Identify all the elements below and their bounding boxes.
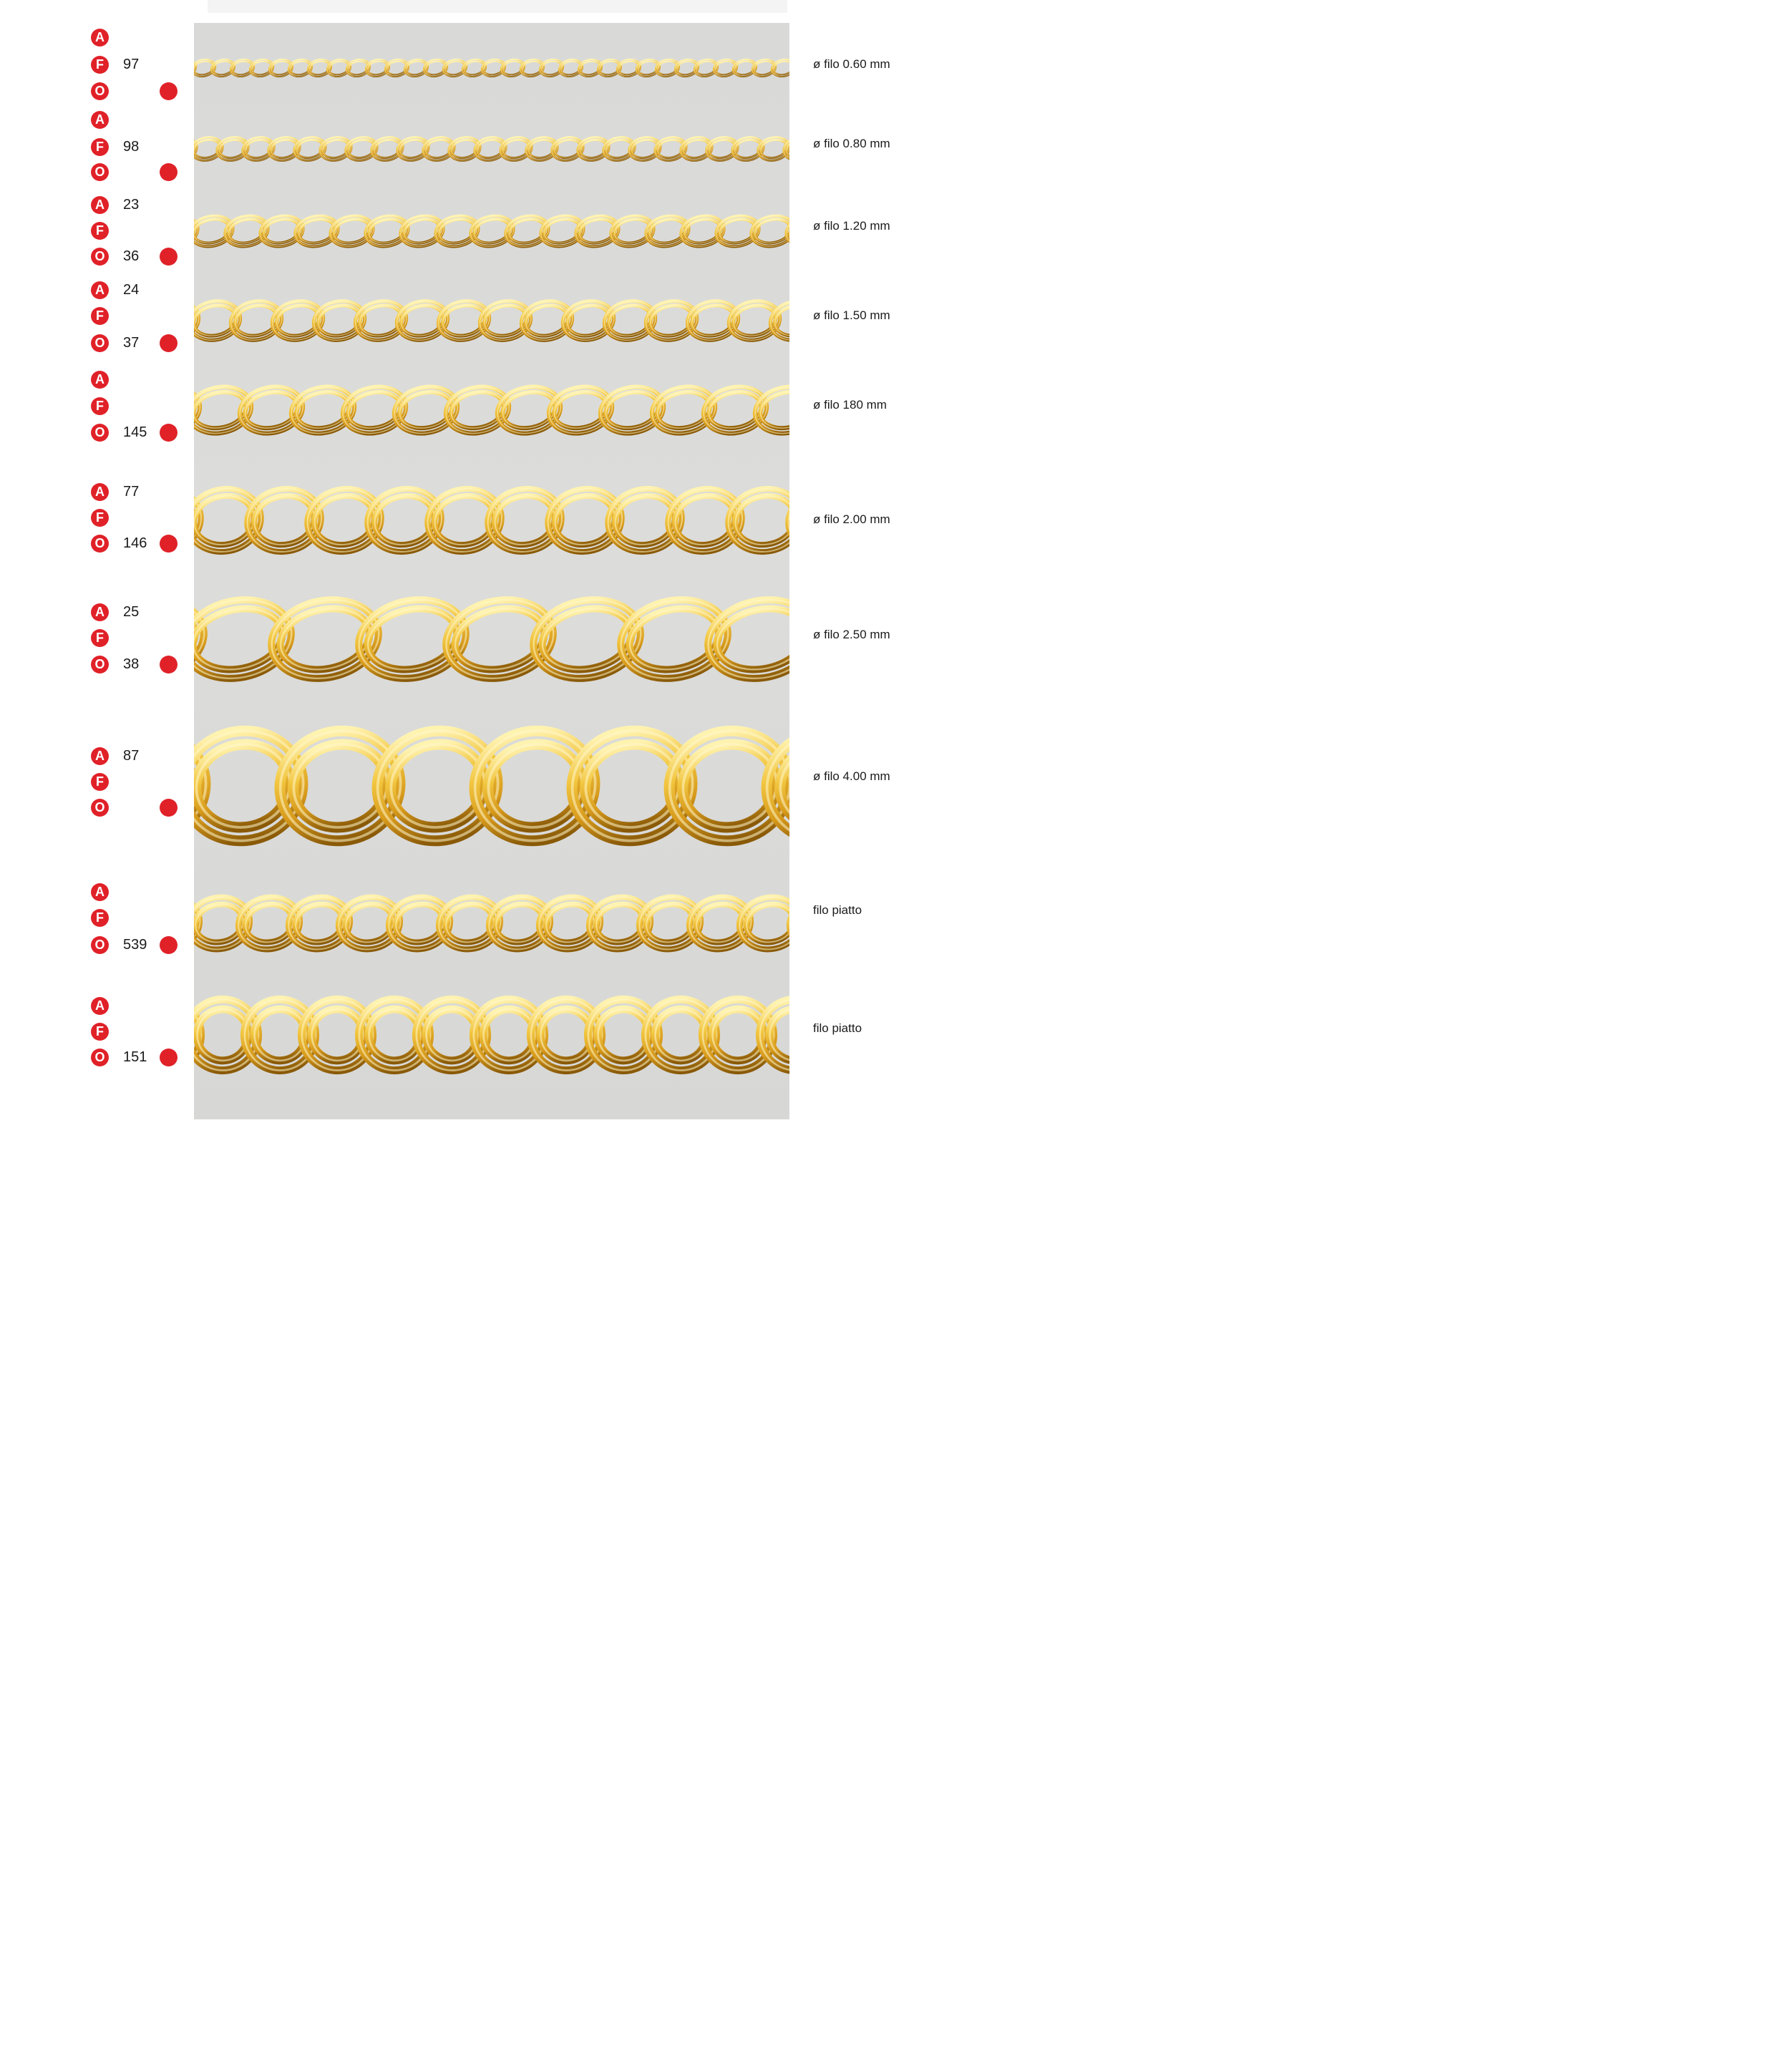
letter-badge-a: A xyxy=(91,196,109,214)
double-curb-chain-1.20 xyxy=(194,210,789,253)
double-curb-chain-2.00 xyxy=(194,480,789,561)
code-o: 37 xyxy=(123,335,140,351)
double-curb-chain-flat-539 xyxy=(194,889,789,958)
letter-badge-o: O xyxy=(91,656,109,673)
red-marker-dot xyxy=(160,424,178,442)
wire-diameter-label: ø filo 1.50 mm xyxy=(813,308,890,322)
red-marker-dot xyxy=(160,656,178,673)
code-o: 539 xyxy=(123,937,147,953)
wire-diameter-label: ø filo 4.00 mm xyxy=(813,769,890,783)
letter-badge-f: F xyxy=(91,909,109,927)
code-o: 38 xyxy=(123,656,140,672)
double-curb-chain-2.50 xyxy=(194,590,789,689)
red-marker-dot xyxy=(160,82,178,100)
letter-badge-a: A xyxy=(91,281,109,299)
letter-badge-a: A xyxy=(91,111,109,129)
code-o: 145 xyxy=(123,424,147,440)
red-marker-dot xyxy=(160,936,178,954)
red-marker-dot xyxy=(160,163,178,181)
top-shadow-strip xyxy=(208,0,787,13)
red-marker-dot xyxy=(160,1049,178,1066)
wire-diameter-label: filo piatto xyxy=(813,903,862,917)
letter-badge-o: O xyxy=(91,799,109,817)
code-o: 146 xyxy=(123,535,147,551)
chain-photo-panel xyxy=(194,23,789,1119)
letter-badge-o: O xyxy=(91,535,109,553)
letter-badge-o: O xyxy=(91,424,109,442)
wire-diameter-label: ø filo 0.60 mm xyxy=(813,57,890,71)
wire-diameter-label: ø filo 1.20 mm xyxy=(813,219,890,233)
letter-badge-o: O xyxy=(91,163,109,181)
letter-badge-a: A xyxy=(91,29,109,47)
letter-badge-f: F xyxy=(91,56,109,74)
double-curb-chain-flat-151 xyxy=(194,989,789,1081)
letter-badge-o: O xyxy=(91,936,109,954)
letter-badge-f: F xyxy=(91,307,109,325)
code-a: 24 xyxy=(123,282,140,298)
letter-badge-o: O xyxy=(91,334,109,352)
letter-badge-a: A xyxy=(91,997,109,1015)
red-marker-dot xyxy=(160,334,178,352)
double-curb-chain-0.80 xyxy=(194,132,789,166)
wire-diameter-label: ø filo 2.00 mm xyxy=(813,512,890,526)
code-o: 36 xyxy=(123,248,140,264)
double-curb-chain-0.60 xyxy=(194,54,789,82)
code-o: 151 xyxy=(123,1049,147,1065)
letter-badge-f: F xyxy=(91,222,109,240)
double-curb-chain-1.50 xyxy=(194,294,789,347)
letter-badge-f: F xyxy=(91,138,109,156)
code-f: 98 xyxy=(123,139,140,155)
code-a: 77 xyxy=(123,484,140,500)
wire-diameter-label: filo piatto xyxy=(813,1021,862,1035)
wire-diameter-label: ø filo 2.50 mm xyxy=(813,628,890,641)
wire-diameter-label: ø filo 0.80 mm xyxy=(813,137,890,150)
code-a: 25 xyxy=(123,604,140,620)
code-a: 87 xyxy=(123,748,140,764)
letter-badge-f: F xyxy=(91,397,109,415)
letter-badge-o: O xyxy=(91,82,109,100)
code-f: 97 xyxy=(123,57,140,72)
letter-badge-o: O xyxy=(91,1049,109,1066)
letter-badge-a: A xyxy=(91,747,109,765)
red-marker-dot xyxy=(160,248,178,266)
letter-badge-a: A xyxy=(91,483,109,501)
letter-badge-f: F xyxy=(91,773,109,791)
double-curb-chain-4.00 xyxy=(194,717,789,855)
letter-badge-a: A xyxy=(91,603,109,621)
wire-diameter-label: ø filo 180 mm xyxy=(813,398,887,412)
letter-badge-a: A xyxy=(91,883,109,901)
letter-badge-a: A xyxy=(91,371,109,389)
red-marker-dot xyxy=(160,799,178,817)
letter-badge-f: F xyxy=(91,509,109,527)
letter-badge-f: F xyxy=(91,629,109,647)
letter-badge-o: O xyxy=(91,248,109,266)
double-curb-chain-1.80 xyxy=(194,379,789,441)
code-a: 23 xyxy=(123,197,140,213)
red-marker-dot xyxy=(160,535,178,553)
letter-badge-f: F xyxy=(91,1023,109,1041)
